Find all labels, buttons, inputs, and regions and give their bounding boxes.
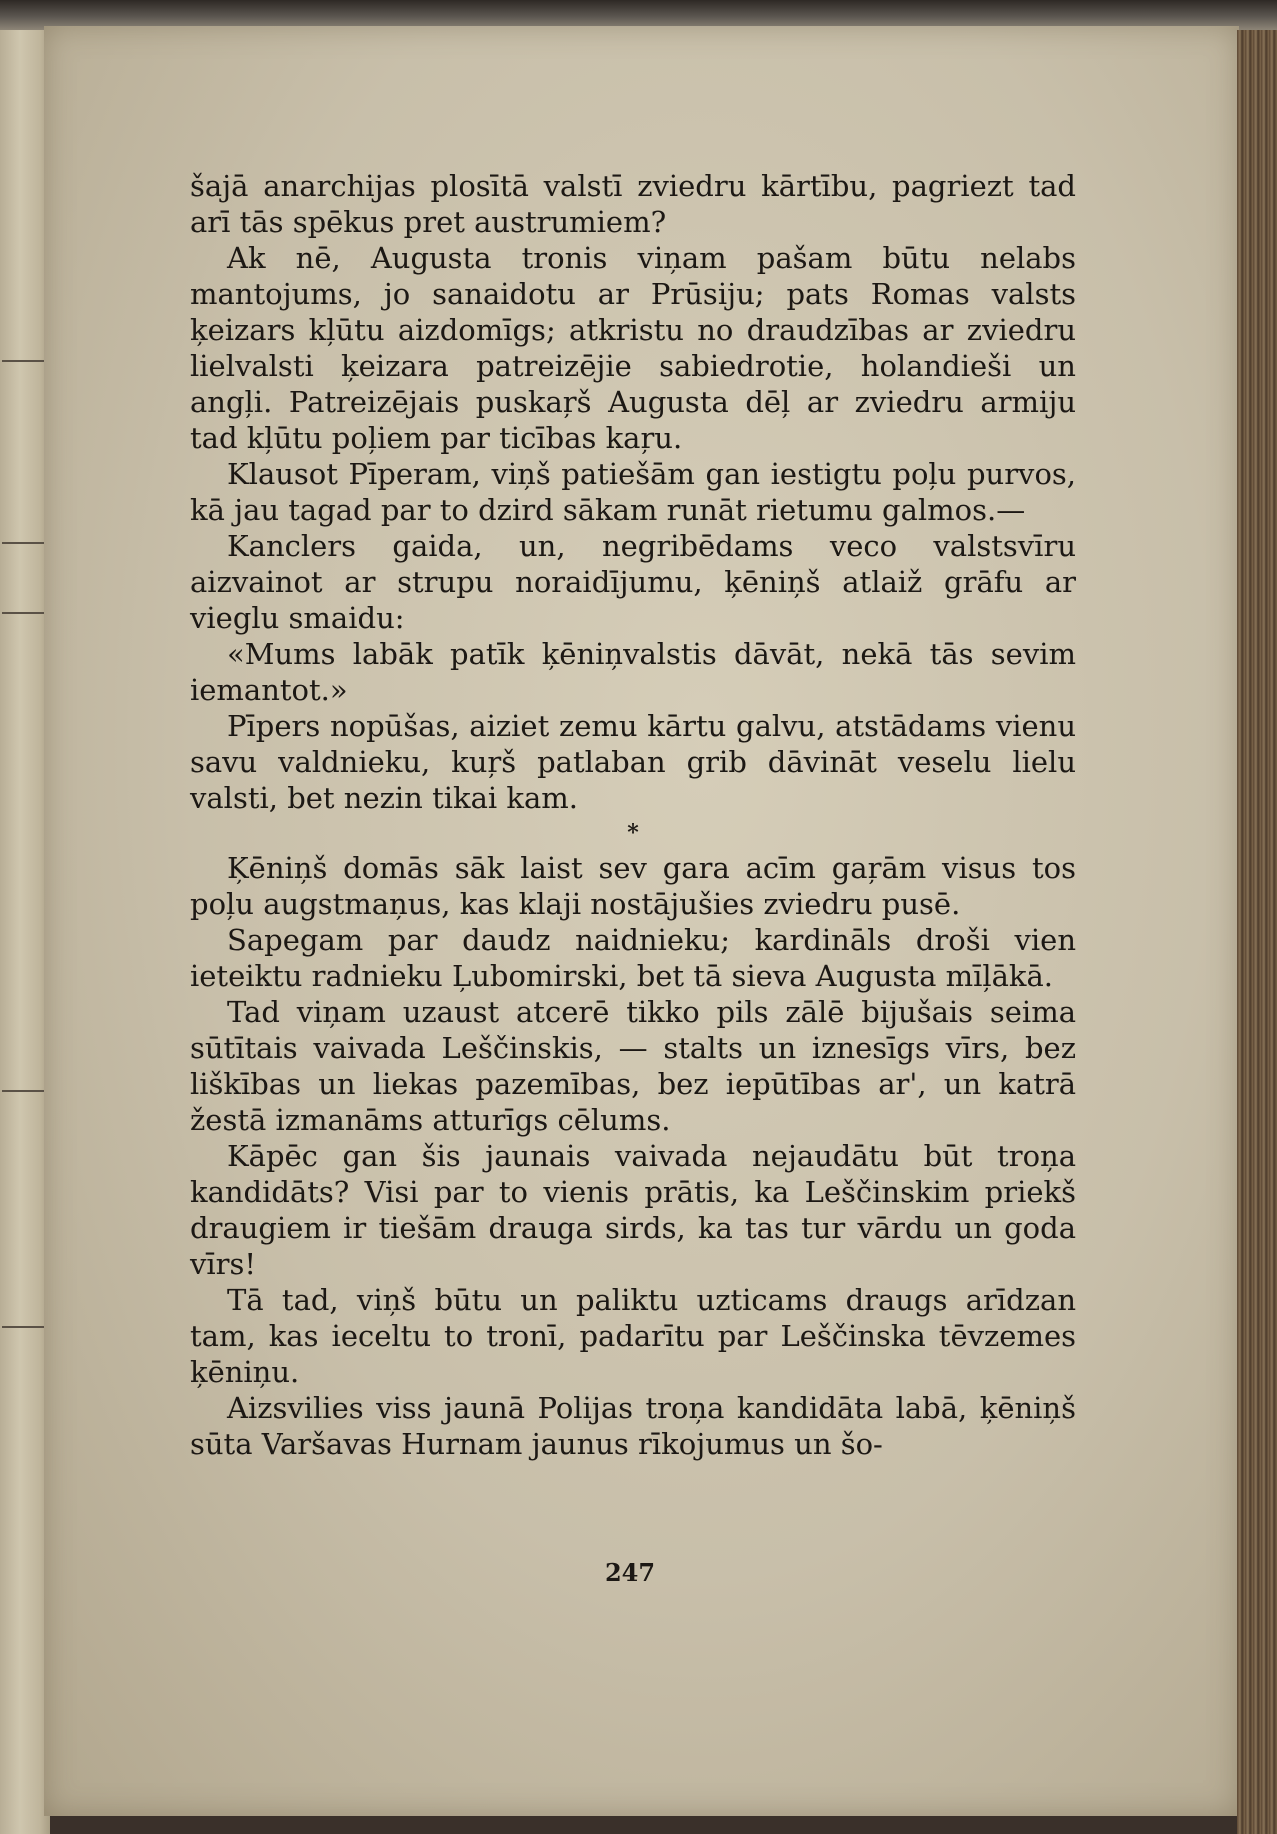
paragraph: Kāpēc gan šis jaunais vaivada nejaudātu būt troņa kandidāts? Visi par to vienis prātis, ka Leščinskim priekš draugiem ir tiešām drauga sirds, ka tas tur vārdu un goda vīrs! bbox=[190, 1139, 1076, 1281]
book-gutter bbox=[0, 30, 50, 1834]
paragraph: Aizsvilies viss jaunā Polijas troņa kandidāta labā, ķēniņš sūta Varšavas Hurnam jaunus rīkojumus un šo- bbox=[190, 1391, 1076, 1461]
paragraph: Ķēniņš domās sāk laist sev gara acīm gaŗām visus tos poļu augstmaņus, kas klaji nostājušies zviedru pusē. bbox=[190, 851, 1076, 921]
page-stack-edge bbox=[1237, 30, 1277, 1834]
paragraph: Klausot Pīperam, viņš patiešām gan iestigtu poļu purvos, kā jau tagad par to dzird sākam runāt rietumu galmos.— bbox=[190, 457, 1076, 527]
paragraph: Kanclers gaida, un, negribēdams veco valstsvīru aizvainot ar strupu noraidījumu, ķēniņš atlaiž grāfu ar vieglu smaidu: bbox=[190, 529, 1076, 635]
paragraph: «Mums labāk patīk ķēniņvalstis dāvāt, nekā tās sevim iemantot.» bbox=[190, 637, 1076, 707]
section-separator: * bbox=[627, 820, 639, 846]
paragraph: Sapegam par daudz naidnieku; kardināls droši vien ieteiktu radnieku Ļubomirski, bet tā sieva Augusta mīļākā. bbox=[190, 923, 1076, 993]
page-number: 247 bbox=[604, 1558, 656, 1587]
paragraph: Ak nē, Augusta tronis viņam pašam būtu nelabs mantojums, jo sanaidotu ar Prūsiju; pats Romas valsts ķeizars kļūtu aizdomīgs; atkristu no draudzības ar zviedru lielvalsti ķeizara patreizējie sabiedrotie, holandieši un angļi. Patreizējais puskaŗš Augusta dēļ ar zviedru armiju tad kļūtu poļiem par ticības kaŗu. bbox=[190, 241, 1076, 455]
paragraph: šajā anarchijas plosītā valstī zviedru kārtību, pagriezt tad arī tās spēkus pret austrumiem? bbox=[190, 169, 1076, 239]
paragraph: Tā tad, viņš būtu un paliktu uzticams draugs arīdzan tam, kas ieceltu to tronī, padarītu par Leščinska tēvzemes ķēniņu. bbox=[190, 1283, 1076, 1389]
paragraph: Tad viņam uzaust atcerē tikko pils zālē bijušais seima sūtītais vaivada Leščinskis, — stalts un iznesīgs vīrs, bez liškības un liekas pazemības, bez iepūtības ar', un katrā žestā izmanāms atturīgs cēlums. bbox=[190, 995, 1076, 1137]
body-text bbox=[190, 168, 1076, 1462]
paragraph: Pīpers nopūšas, aiziet zemu kārtu galvu, atstādams vienu savu valdnieku, kuŗš patlaban grib dāvināt veselu lielu valsti, bet nezin tikai kam. bbox=[190, 709, 1076, 815]
